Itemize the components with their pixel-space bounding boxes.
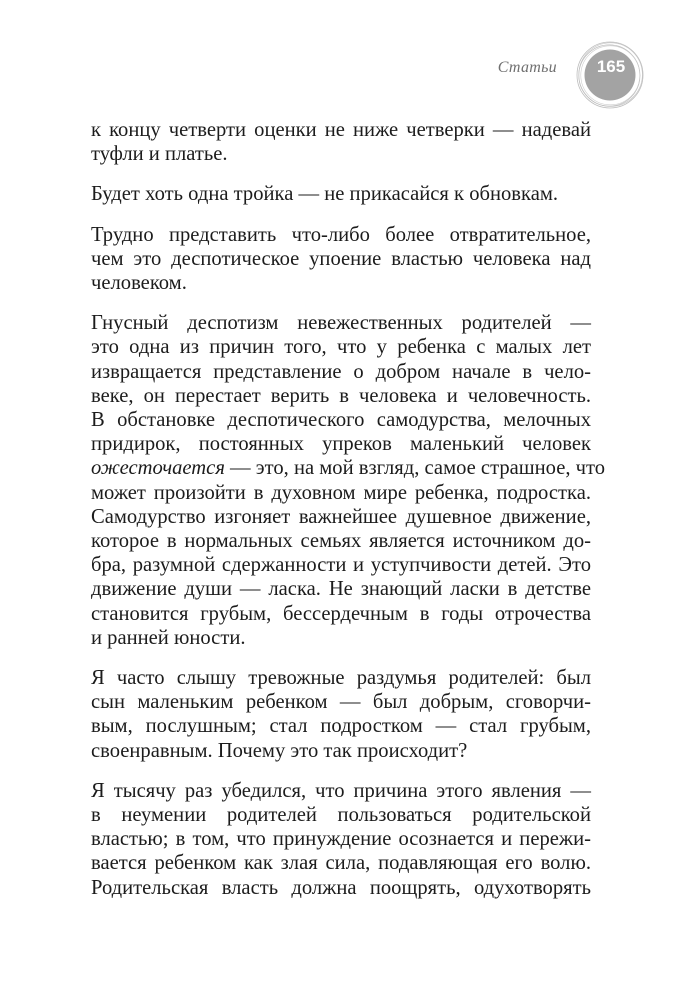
text-line: сын маленьким ребенком — был добрым, сговорчи- [91,691,591,714]
text-line: властью; в том, что принуждение осознается и пережи- [91,828,591,851]
page-header [0,0,683,110]
text-line: извращается представление о добром начале в чело- [91,360,591,383]
text-line: человеком. [91,272,187,295]
text-line: движение души — ласка. Не знающий ласки в детстве [91,578,591,601]
article-body [91,118,606,916]
italic-emphasis: ожесточается [91,457,225,480]
paragraph [91,311,606,650]
text-line: которое в нормальных семьях является источником до- [91,530,591,553]
text-line: туфли и платье. [91,143,228,166]
text-line: своенравным. Почему это так происходит? [91,739,468,762]
paragraph [91,182,591,206]
text-line: это одна из причин того, что у ребенка с малых лет [91,336,591,359]
text-line: может произойти в духовном мире ребенка, подростка. [91,481,591,504]
text-line: Самодурство изгоняет важнейшее душевное движение, [91,505,591,528]
text-line: Я тысячу раз убедился, что причина этого явления — [91,779,591,802]
text-line: становится грубым, бессердечным в годы отрочества [91,602,591,625]
text-line: и ранней юности. [91,626,246,649]
page-number: 165 [596,57,626,76]
text-line: В обстановке деспотического самодурства, мелочных [91,409,591,432]
text-line: Родительская власть должна поощрять, одухотворять [91,876,591,899]
text-line: Гнусный деспотизм невежественных родителей — [91,312,591,335]
paragraph [91,118,591,166]
text-line: вается ребенком как злая сила, подавляющая его волю. [91,852,591,875]
text-line: чем это деспотическое упоение властью человека над [91,247,591,270]
paragraph [91,666,591,763]
text-line [91,456,606,480]
text-line: Я часто слышу тревожные раздумья родителей: был [91,667,591,690]
section-title: Статьи [497,59,557,76]
text-line: веке, он перестает верить в человека и человечность. [91,384,591,407]
text-line: вым, послушным; стал подростком — стал грубым, [91,715,591,738]
text-line: бра, разумной сдержанности и уступчивости детей. Это [91,554,591,577]
text-line: к концу четверти оценки не ниже четверки — надевай [91,119,591,141]
paragraph [91,779,591,900]
text-line: Трудно представить что-либо более отвратительное, [91,223,591,246]
paragraph [91,223,591,296]
text-line: Будет хоть одна тройка — не прикасайся к обновкам. [91,183,559,206]
text-line: в неумении родителей пользоваться родительской [91,804,591,827]
text-fragment: — это, на мой взгляд, самое страшное, что [224,457,606,480]
text-line: придирок, постоянных упреков маленький человек [91,433,591,456]
